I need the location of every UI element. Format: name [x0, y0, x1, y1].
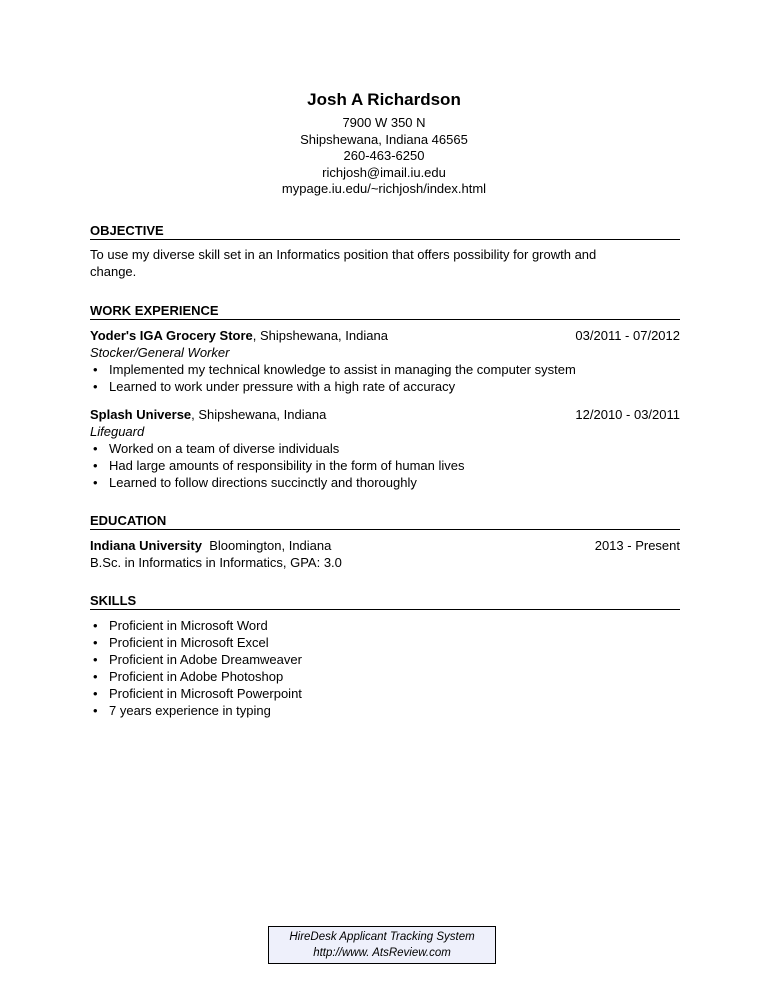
- job-duties-list: [90, 361, 680, 395]
- skills-section: [90, 593, 680, 719]
- job-location: , Shipshewana, Indiana: [191, 407, 327, 422]
- address-line-2: Shipshewana, Indiana 46565: [300, 131, 468, 147]
- school-location: Bloomington, Indiana: [209, 538, 332, 553]
- job-dates: 03/2011 - 07/2012: [575, 328, 680, 343]
- applicant-name: Josh A Richardson: [307, 90, 461, 109]
- work-experience-section: [90, 303, 680, 491]
- job-role: Lifeguard: [90, 424, 145, 439]
- job-entry: [90, 327, 680, 395]
- skill-item: • 7 years experience in typing: [90, 702, 680, 719]
- school-name: Indiana University: [90, 538, 202, 553]
- phone-number: 260-463-6250: [343, 148, 425, 163]
- ats-footer-box: [268, 926, 496, 964]
- objective-section: [90, 223, 680, 280]
- website-url: mypage.iu.edu/~richjosh/index.html: [281, 181, 487, 196]
- job-entry: [90, 406, 680, 491]
- skills-heading: SKILLS: [90, 593, 680, 610]
- objective-text-line-1: To use my diverse skill set in an Informatics position that offers possibility for growth and: [90, 247, 597, 262]
- job-employer: Yoder's IGA Grocery Store: [90, 328, 253, 343]
- ats-footer-title: HireDesk Applicant Tracking System: [289, 931, 475, 943]
- job-duty-item: • Worked on a team of diverse individuals: [90, 440, 680, 457]
- education-section: [90, 513, 680, 571]
- degree-info: B.Sc. in Informatics in Informatics, GPA: 3.0: [90, 555, 342, 570]
- job-employer: Splash Universe: [90, 407, 192, 422]
- resume-header: [0, 90, 768, 198]
- education-heading: EDUCATION: [90, 513, 680, 530]
- objective-heading: OBJECTIVE: [90, 223, 680, 240]
- address-line-1: 7900 W 350 N: [342, 115, 426, 130]
- job-duty-item: • Learned to follow directions succinctly and thoroughly: [90, 474, 680, 491]
- job-role: Stocker/General Worker: [90, 345, 230, 360]
- skill-item: • Proficient in Adobe Dreamweaver: [90, 651, 680, 668]
- ats-footer-url: http://www. AtsReview.com: [313, 947, 451, 959]
- skill-item: • Proficient in Microsoft Word: [90, 617, 680, 634]
- job-duty-item: • Had large amounts of responsibility in the form of human lives: [90, 457, 680, 474]
- job-duty-item: • Learned to work under pressure with a high rate of accuracy: [90, 378, 680, 395]
- skills-list: [90, 617, 680, 719]
- objective-text-line-2: change.: [90, 264, 137, 279]
- job-location: , Shipshewana, Indiana: [252, 328, 388, 343]
- skill-item: • Proficient in Adobe Photoshop: [90, 668, 680, 685]
- education-dates: 2013 - Present: [594, 538, 680, 553]
- work-experience-heading: WORK EXPERIENCE: [90, 303, 680, 320]
- job-duty-item: • Implemented my technical knowledge to assist in managing the computer system: [90, 361, 680, 378]
- skill-item: • Proficient in Microsoft Excel: [90, 634, 680, 651]
- skill-item: • Proficient in Microsoft Powerpoint: [90, 685, 680, 702]
- email-address: richjosh@imail.iu.edu: [322, 164, 446, 180]
- job-dates: 12/2010 - 03/2011: [575, 407, 680, 422]
- job-duties-list: [90, 440, 680, 491]
